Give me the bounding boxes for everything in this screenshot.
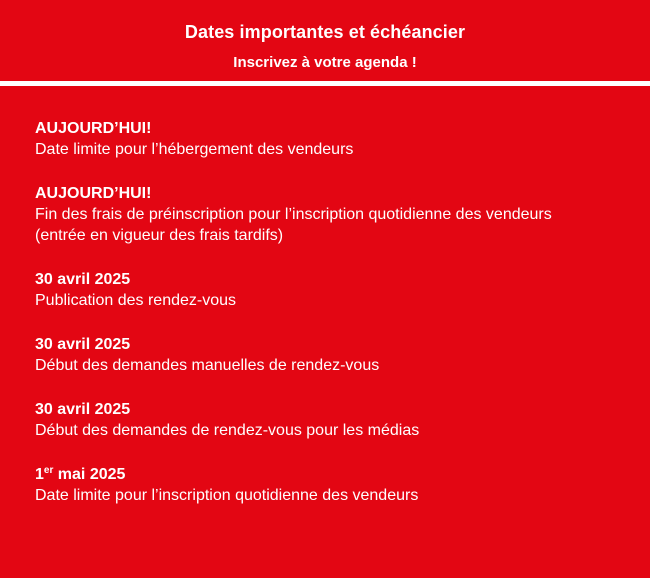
panel-title: Dates importantes et échéancier (184, 22, 466, 42)
event-date: 30 avril 2025 (35, 336, 131, 353)
event-item (35, 465, 595, 506)
panel-header (0, 0, 650, 82)
event-date (35, 465, 595, 485)
event-date-day: 1 (35, 466, 44, 483)
event-description: Publication des rendez-vous (35, 292, 237, 309)
event-date: 30 avril 2025 (35, 401, 131, 418)
event-date: AUJOURD’HUI! (35, 185, 152, 202)
event-item (35, 119, 595, 160)
event-item (35, 400, 595, 441)
event-item (35, 335, 595, 376)
event-date: 30 avril 2025 (35, 271, 131, 288)
event-date: AUJOURD’HUI! (35, 120, 152, 137)
event-description: Date limite pour l’hébergement des vendeurs (35, 141, 354, 158)
event-item (35, 184, 595, 246)
event-description: Date limite pour l’inscription quotidienne des vendeurs (35, 487, 419, 504)
event-description: Fin des frais de préinscription pour l’inscription quotidienne des vendeurs (entrée en vigueur des frais tardifs) (35, 206, 552, 244)
panel-subtitle: Inscrivez à votre agenda ! (233, 54, 417, 71)
event-date-rest: mai 2025 (53, 466, 126, 483)
event-item (35, 270, 595, 311)
event-list (35, 119, 595, 530)
event-description: Début des demandes manuelles de rendez-vous (35, 357, 380, 374)
event-date-ordinal: er (43, 465, 54, 476)
header-divider (0, 81, 650, 86)
event-description: Début des demandes de rendez-vous pour les médias (35, 422, 420, 439)
